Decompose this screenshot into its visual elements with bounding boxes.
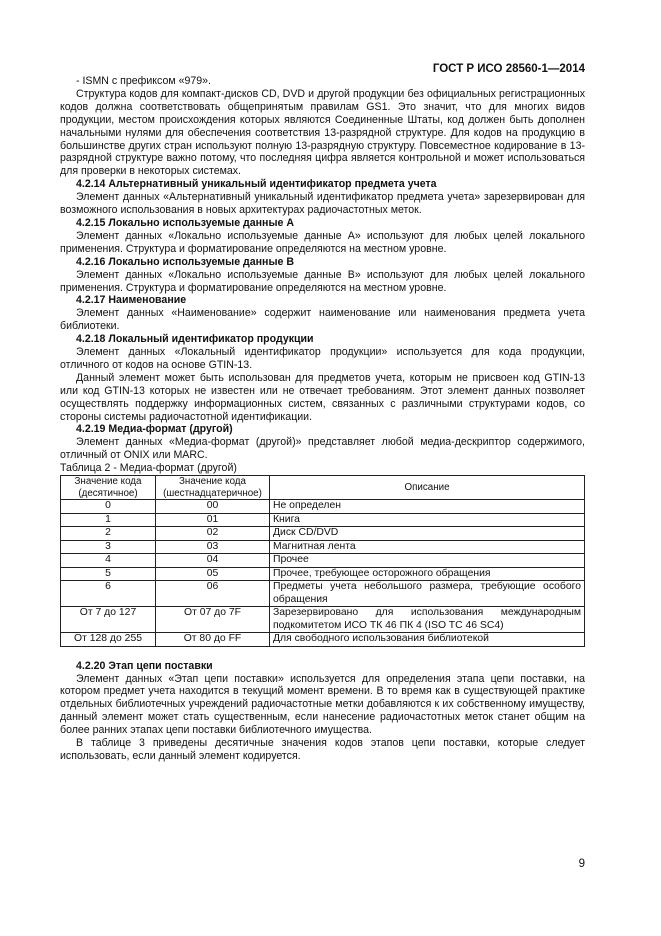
section-heading: 4.2.17 Наименование (76, 294, 187, 307)
cell-decimal: 1 (61, 513, 156, 527)
cell-decimal: От 128 до 255 (61, 633, 156, 647)
header-description: Описание (270, 476, 585, 500)
cell-hex: 02 (156, 527, 270, 541)
section-paragraph: Элемент данных «Этап цепи поставки» используется для определения этапа цепи поставки, на котором предмет учета находится в текущий момент времени. В то время как в существующей практике отдельных библиотечных учреждений радиочастотные метки добавляются к их собственному имуществу, данный элемент может стать существенным, если нанесение радиочастотных меток станет общим на более ранних этапах цепи поставки библиотечного имущества. (60, 672, 585, 737)
cell-description: Зарезервировано для использования международным подкомитетом ИСО ТК 46 ПК 4 (ISO TC 46 SC4) (270, 607, 585, 633)
section-paragraph: Данный элемент может быть использован для предметов учета, которым не присвоен код GTIN-13 или код GTIN-13 которых не известен или не отвечает требованиям. Этот элемент данных позволяет осуществлять поддержку информационных систем, связанных с различными структурами кодов, со стороны системы радиочастотной идентификации. (60, 371, 585, 423)
header-hex: Значение кода (шестнадцатеричное) (156, 476, 270, 500)
page-number: 9 (578, 858, 585, 870)
section-paragraph: Элемент данных «Локально используемые данные А» используют для любых целей локального применения. Структура и форматирование определяются на местном уровне. (60, 229, 585, 255)
section-paragraph: Элемент данных «Локально используемые данные В» используют для любых целей локального применения. Структура и форматирование определяются на местном уровне. (60, 268, 585, 294)
section-paragraph: Элемент данных «Альтернативный уникальный идентификатор предмета учета» зарезервирован для возможного использования в новых архитектурах радиочастотных меток. (60, 191, 585, 217)
cell-hex: 04 (156, 554, 270, 568)
table-row (61, 513, 585, 527)
table-row (61, 540, 585, 554)
table-row (61, 527, 585, 541)
cell-decimal: От 7 до 127 (61, 607, 156, 633)
section-paragraph: Элемент данных «Наименование» содержит наименование или наименования предмета учета библиотеки. (60, 307, 585, 333)
isbn-line: - ISMN с префиксом «979». (76, 75, 211, 87)
cell-description: Для свободного использования библиотекой (270, 633, 585, 647)
table-row (61, 581, 585, 607)
media-format-table (60, 475, 585, 647)
page-content (60, 75, 585, 763)
cell-hex: 03 (156, 540, 270, 554)
section-heading: 4.2.18 Локальный идентификатор продукции (76, 333, 314, 346)
cell-hex: 05 (156, 567, 270, 581)
cell-decimal: 2 (61, 527, 156, 541)
cell-description: Прочее (270, 554, 585, 568)
table-row (61, 633, 585, 647)
table-row (61, 500, 585, 514)
cell-decimal: 3 (61, 540, 156, 554)
cell-description: Диск CD/DVD (270, 527, 585, 541)
cell-description: Книга (270, 513, 585, 527)
table-row (61, 554, 585, 568)
section-heading: 4.2.15 Локально используемые данные А (76, 216, 294, 229)
table-header-row (61, 476, 585, 500)
cell-decimal: 6 (61, 581, 156, 607)
table-caption: Таблица 2 - Медиа-формат (другой) (60, 462, 237, 475)
section-paragraph: Элемент данных «Локальный идентификатор продукции» используется для кода продукции, отличного от кодов на основе GTIN-13. (60, 346, 585, 371)
section-heading: 4.2.14 Альтернативный уникальный идентификатор предмета учета (76, 178, 437, 191)
section-heading: 4.2.16 Локально используемые данные В (76, 255, 294, 268)
cell-decimal: 5 (61, 567, 156, 581)
cell-decimal: 4 (61, 554, 156, 568)
cell-hex: От 07 до 7F (156, 607, 270, 633)
cd-paragraph: Структура кодов для компакт-дисков CD, DVD и другой продукции без официальных регистрационных кодов должна соответствовать общепринятым правилам GS1. Это значит, что для многих видов продукции, местом происхождения которых являются Соединенные Штаты, код должен быть дополнен начальными нулями для обеспечения соответствия 13-разрядной структуре. Для кодов на продукцию в большинстве других стран используют полную 13-разрядную структуру. Повсеместное кодирование в 13-разрядной структуре важно потому, что последняя цифра является контрольной и может использоваться для проверки в некоторых системах. (60, 87, 585, 178)
section-heading: 4.2.20 Этап цепи поставки (76, 659, 213, 672)
header-decimal: Значение кода (десятичное) (61, 476, 156, 500)
cell-description: Предметы учета небольшого размера, требующие особого обращения (270, 581, 585, 607)
section-heading: 4.2.19 Медиа-формат (другой) (76, 423, 233, 436)
cell-hex: 06 (156, 581, 270, 607)
section-paragraph: Элемент данных «Медиа-формат (другой)» представляет любой медиа-дескриптор содержимого, отличный от ONIX или MARC. (60, 436, 585, 462)
table-row (61, 607, 585, 633)
table-row (61, 567, 585, 581)
cell-hex: 00 (156, 500, 270, 514)
cell-description: Прочее, требующее осторожного обращения (270, 567, 585, 581)
cell-hex: 01 (156, 513, 270, 527)
cell-description: Не определен (270, 500, 585, 514)
cell-hex: От 80 до FF (156, 633, 270, 647)
cell-decimal: 0 (61, 500, 156, 514)
document-header: ГОСТ Р ИСО 28560-1—2014 (432, 63, 585, 75)
cell-description: Магнитная лента (270, 540, 585, 554)
section-paragraph: В таблице 3 приведены десятичные значения кодов этапов цепи поставки, которые следует использовать, если данный элемент кодируется. (60, 737, 585, 762)
